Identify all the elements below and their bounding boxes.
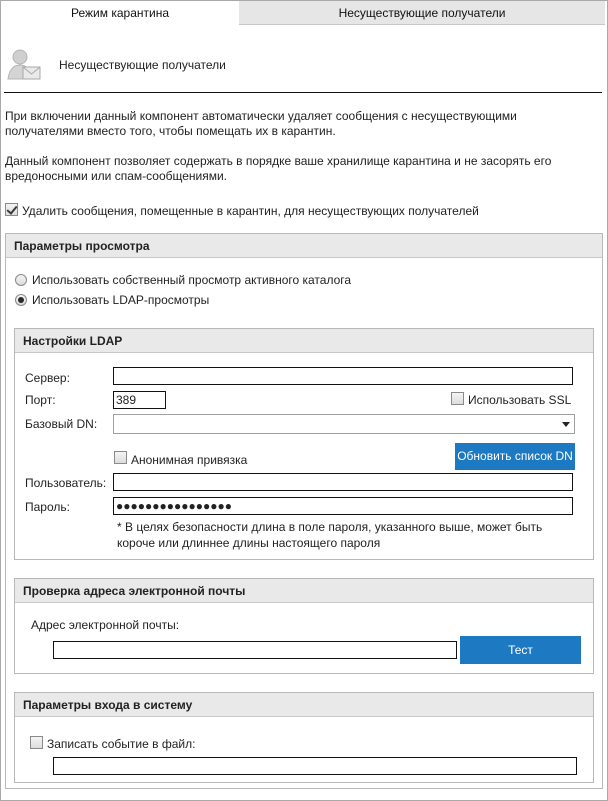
tab-bar: [1, 1, 605, 25]
login-parameters-header: Параметры входа в систему: [15, 693, 593, 717]
anonymous-bind-label: Анонимная привязка: [131, 453, 248, 467]
header-divider: [4, 92, 602, 93]
login-parameters-group: [14, 692, 594, 783]
tab-quarantine-mode[interactable]: Режим карантина: [1, 1, 239, 25]
delete-messages-label: Удалить сообщения, помещенные в карантин, для несуществующих получателей: [22, 204, 479, 218]
base-dn-select[interactable]: [113, 414, 575, 434]
description-paragraph-2: [5, 154, 565, 184]
use-ssl-label: Использовать SSL: [468, 393, 572, 407]
own-ad-lookup-radio[interactable]: [15, 274, 27, 286]
email-check-group: [14, 578, 594, 674]
password-note: [117, 519, 542, 551]
user-label: Пользователь:: [25, 476, 107, 490]
user-input[interactable]: [113, 473, 573, 491]
password-input[interactable]: ●●●●●●●●●●●●●●●●: [113, 497, 573, 515]
email-check-header: Проверка адреса электронной почты: [15, 579, 593, 603]
ldap-settings-header: Настройки LDAP: [15, 329, 593, 353]
log-file-input[interactable]: [53, 757, 577, 775]
description-line: При включении данный компонент автоматически удаляет сообщения с несуществующими: [5, 109, 517, 123]
password-label: Пароль:: [25, 500, 70, 514]
password-note-line: короче или длиннее длины настоящего пароля: [117, 536, 381, 550]
description-line: получателями вместо того, чтобы помещать их в карантин.: [5, 124, 336, 138]
base-dn-label: Базовый DN:: [25, 417, 98, 431]
ldap-lookup-label: Использовать LDAP-просмотры: [32, 293, 210, 307]
port-label: Порт:: [25, 393, 56, 407]
delete-messages-checkbox[interactable]: [5, 203, 18, 216]
page-title: Несуществующие получатели: [59, 58, 226, 72]
email-address-label: Адрес электронной почты:: [31, 618, 180, 632]
server-input[interactable]: [113, 367, 573, 385]
log-to-file-label: Записать событие в файл:: [47, 737, 196, 751]
use-ssl-checkbox[interactable]: [451, 392, 464, 405]
ldap-settings-group: [14, 328, 594, 560]
user-mail-icon: [6, 47, 42, 83]
test-button[interactable]: Тест: [460, 636, 581, 664]
server-label: Сервер:: [25, 371, 70, 385]
description-paragraph-1: [5, 109, 565, 139]
description-line: Данный компонент позволяет содержать в порядке ваше хранилище карантина и не засорять его: [5, 154, 552, 168]
ldap-lookup-radio[interactable]: [15, 294, 27, 306]
tab-nonexistent-recipients[interactable]: Несуществующие получатели: [239, 1, 605, 25]
description-line: вредоносными или спам-сообщениями.: [5, 169, 228, 183]
refresh-dn-list-button[interactable]: Обновить список DN: [455, 443, 575, 470]
log-to-file-checkbox[interactable]: [30, 736, 43, 749]
chevron-down-icon: [562, 422, 570, 427]
lookup-parameters-group: [5, 233, 603, 789]
email-address-input[interactable]: [53, 641, 457, 659]
anonymous-bind-checkbox[interactable]: [114, 451, 127, 464]
password-note-line: * В целях безопасности длина в поле пароля, указанного выше, может быть: [117, 520, 543, 534]
own-ad-lookup-label: Использовать собственный просмотр активного каталога: [32, 273, 352, 287]
port-input[interactable]: 389: [113, 391, 166, 409]
lookup-parameters-header: Параметры просмотра: [6, 234, 602, 258]
